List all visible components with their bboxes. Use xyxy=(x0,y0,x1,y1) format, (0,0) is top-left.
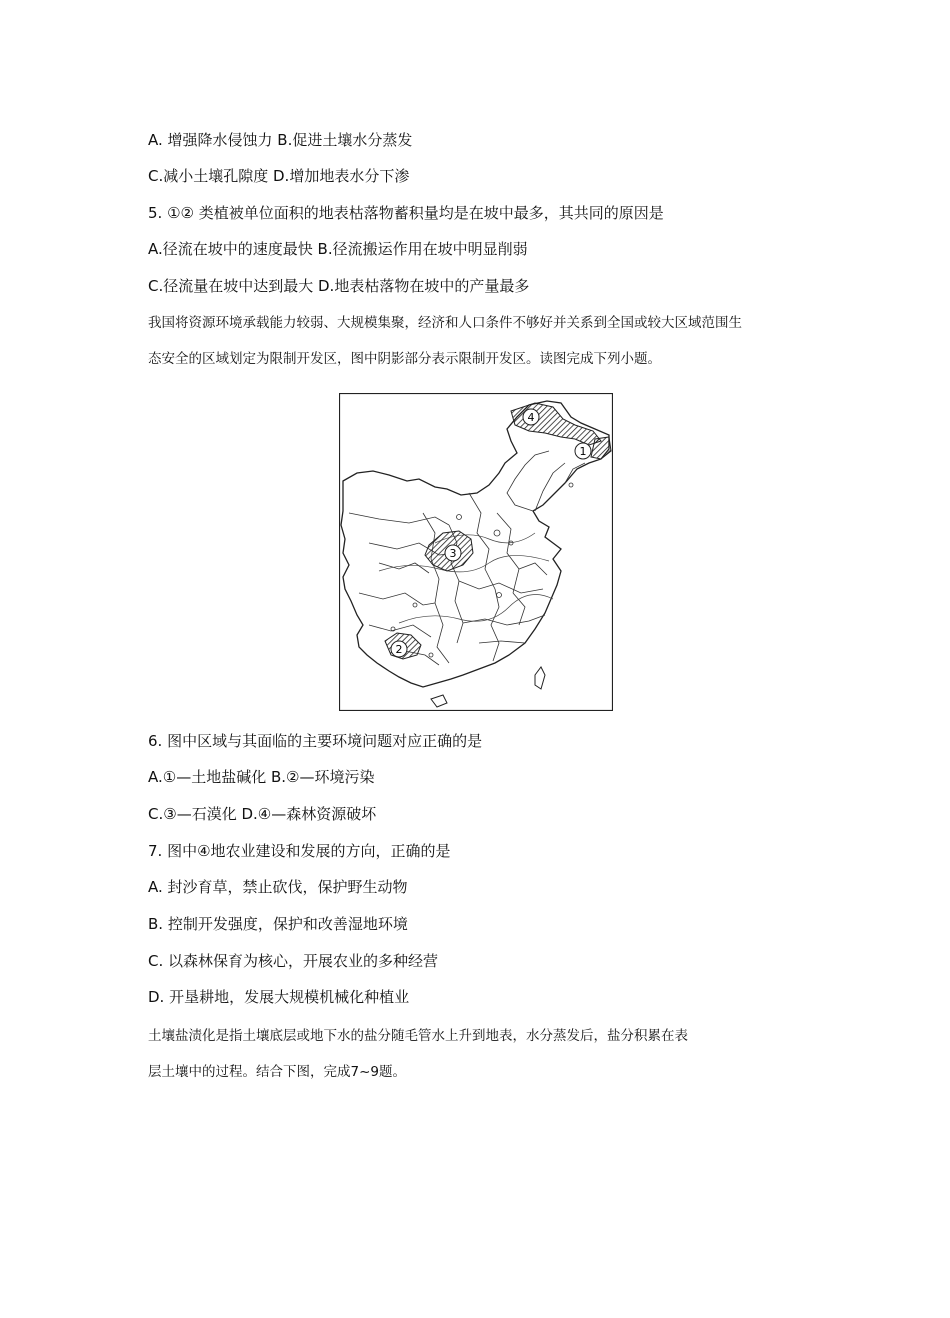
zone-label-4-text: 4 xyxy=(527,411,535,424)
zone-label-3-text: 3 xyxy=(449,547,457,560)
china-restricted-zones-map xyxy=(339,393,613,711)
zone-label-3 xyxy=(445,545,461,561)
q6-option-c: C.③—石漠化 D.④—森林资源破坏 xyxy=(148,805,377,823)
intro-paragraph-line1: 我国将资源环境承载能力较弱、大规模集聚，经济和人口条件不够好并关系到全国或较大区域范围生 xyxy=(148,315,742,331)
zone-label-4 xyxy=(523,409,539,425)
intro-paragraph-line2: 态安全的区域划定为限制开发区，图中阴影部分表示限制开发区。读图完成下列小题。 xyxy=(148,351,661,367)
q6-stem: 6. 图中区域与其面临的主要环境问题对应正确的是 xyxy=(148,732,483,750)
zone-label-1 xyxy=(575,443,591,459)
q7-option-a: A. 封沙育草，禁止砍伐，保护野生动物 xyxy=(148,878,408,896)
q7-option-c: C. 以森林保育为核心，开展农业的多种经营 xyxy=(148,952,439,970)
q7-option-b: B. 控制开发强度，保护和改善湿地环境 xyxy=(148,915,408,933)
zone-label-2 xyxy=(391,641,407,657)
q4-option-a: A. 增强降水侵蚀力 B.促进土壤水分蒸发 xyxy=(148,131,413,149)
q5-stem: 5. ①② 类植被单位面积的地表枯落物蓄积量均是在坡中最多，其共同的原因是 xyxy=(148,204,664,222)
q6-option-a: A.①—土地盐碱化 B.②—环境污染 xyxy=(148,768,375,786)
salinization-intro-line1: 土壤盐渍化是指土壤底层或地下水的盐分随毛管水上升到地表，水分蒸发后，盐分积累在表 xyxy=(148,1028,688,1044)
map-frame xyxy=(340,394,613,711)
q4-option-c: C.减小土壤孔隙度 D.增加地表水分下渗 xyxy=(148,167,410,185)
q7-option-d: D. 开垦耕地，发展大规模机械化种植业 xyxy=(148,988,410,1006)
q7-stem: 7. 图中④地农业建设和发展的方向，正确的是 xyxy=(148,842,451,860)
salinization-intro-line2: 层土壤中的过程。结合下图，完成7~9题。 xyxy=(148,1064,406,1080)
q5-option-c: C.径流量在坡中达到最大 D.地表枯落物在坡中的产量最多 xyxy=(148,277,530,295)
q5-option-a: A.径流在坡中的速度最快 B.径流搬运作用在坡中明显削弱 xyxy=(148,240,528,258)
zone-label-1-text: 1 xyxy=(579,445,587,458)
zone-label-2-text: 2 xyxy=(395,643,403,656)
